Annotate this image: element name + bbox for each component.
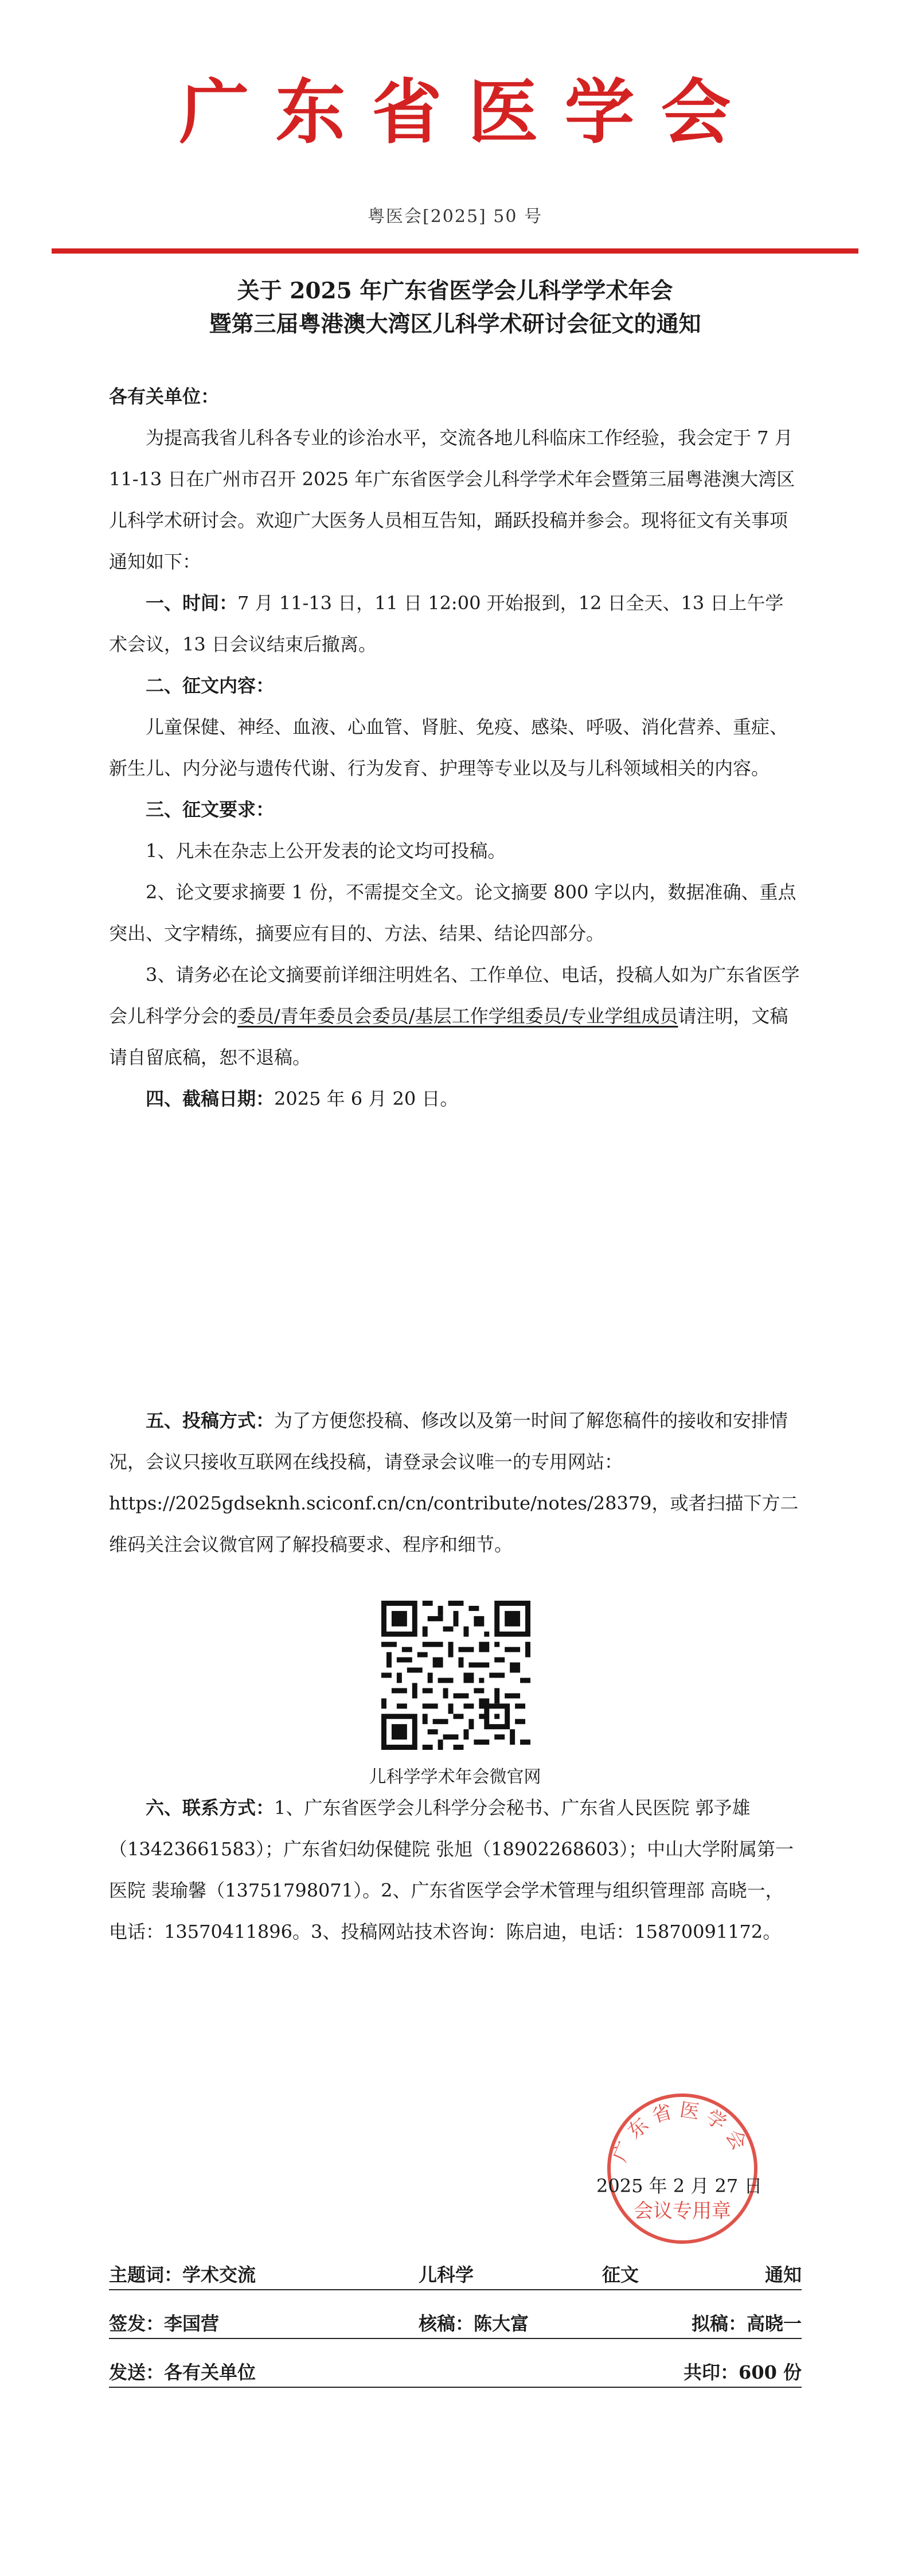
- section-deadline: [109, 1078, 802, 1119]
- section-deadline-text: 2025 年 6 月 20 日。: [274, 1088, 459, 1110]
- footer-sign-row: [109, 2309, 802, 2339]
- seal-outer-text: 广东省医学会: [608, 2098, 754, 2166]
- notice-headline: [0, 274, 910, 341]
- qr-code-image: [381, 1601, 530, 1750]
- submission-url-link[interactable]: https://2025gdseknh.sciconf.cn/cn/contribute/notes/28379: [109, 1492, 652, 1514]
- organization-title: 广东省医学会: [179, 71, 757, 153]
- subject-word-call: 征文: [602, 2264, 639, 2286]
- red-divider: [52, 248, 858, 254]
- footer-subject-row: [109, 2260, 802, 2290]
- intro-paragraph: 为提高我省儿科各专业的诊治水平，交流各地儿科临床工作经验，我会定于 7 月 11-13 日在广州市召开 2025 年广东省医学会儿科学学术年会暨第三届粤港澳大湾区儿科学术研讨会。欢迎广大医务人员相互告知，踊跃投稿并参会。现将征文有关事项通知如下：: [109, 427, 795, 573]
- requirement-item-3-roles: 委员/青年委员会委员/基层工作学组委员/专业学组成员: [237, 1005, 678, 1027]
- section-contact-text: 1、广东省医学会儿科学分会秘书、广东省人民医院 郭予雄（13423661583）；广东省妇幼保健院 张旭（18902268603）；中山大学附属第一医院 裴瑜馨（13751798071）。2、广东省医学会学术管理与组织管理部 高晓一，电话：13570411896。3、投稿网站技术咨询：陈启迪，电话：15870091172。: [109, 1797, 794, 1943]
- section-content-text: 儿童保健、神经、血液、心血管、肾脏、免疫、感染、呼吸、消化营养、重症、新生儿、内分泌与遗传代谢、行为发育、护理等专业以及与儿科领域相关的内容。: [109, 716, 788, 779]
- requirement-item-2: 2、论文要求摘要 1 份，不需提交全文。论文摘要 800 字以内，数据准确、重点突出、文字精练，摘要应有目的、方法、结果、结论四部分。: [109, 881, 796, 944]
- seal-image: [591, 2083, 774, 2255]
- section-time: [109, 582, 802, 665]
- official-seal: [591, 2083, 774, 2255]
- qr-code[interactable]: [381, 1601, 530, 1750]
- checker: 核稿：陈大富: [419, 2313, 529, 2334]
- notice-body: [109, 376, 802, 1119]
- headline-line-2: 暨第三届粤港澳大湾区儿科学术研讨会征文的通知: [209, 311, 701, 337]
- submission-text-post: ，或者扫描下方二维码关注会议微官网了解投稿要求、程序和细节。: [109, 1492, 799, 1555]
- copies-printed: 共印：600 份: [684, 2361, 802, 2383]
- salutation: 各有关单位：: [109, 386, 220, 407]
- drafter: 拟稿：高晓一: [691, 2313, 802, 2334]
- document-number: 粤医会[2025] 50 号: [367, 207, 542, 227]
- subject-word-notice: 通知: [764, 2264, 802, 2286]
- submission-section: [109, 1400, 802, 1565]
- requirement-item-3-pre: 3、请务必在论文摘要前详细注明姓名、工作单位、电话，投稿人如为广东省医学会儿科学分会的: [109, 964, 800, 1027]
- requirement-item-1: 1、凡未在杂志上公开发表的论文均可投稿。: [146, 840, 506, 862]
- section-deadline-label: 四、截稿日期：: [146, 1088, 275, 1110]
- footer-distribution-row: [109, 2358, 802, 2388]
- headline-line-1: 关于 2025 年广东省医学会儿科学学术年会: [237, 278, 673, 304]
- requirement-item-3-post: 请注明，文稿请自留底稿，恕不退稿。: [109, 1005, 788, 1068]
- subject-label: 主题词：学术交流: [109, 2264, 256, 2286]
- section-requirements-label: 三、征文要求：: [146, 799, 275, 820]
- section-time-label: 一、时间：: [146, 592, 238, 614]
- section-contact: [109, 1787, 802, 1952]
- section-submission-label: 五、投稿方式：: [146, 1410, 275, 1431]
- section-submission: [109, 1400, 802, 1565]
- qr-caption: 儿科学学术年会微官网: [369, 1767, 541, 1787]
- requirement-item-3: [109, 954, 802, 1078]
- submission-text-pre: 为了方便您投稿、修改以及第一时间了解您稿件的接收和安排情况，会议只接收互联网在线投稿，请登录会议唯一的专用网站：: [109, 1410, 788, 1473]
- svg-text:广东省医学会: [608, 2098, 753, 2165]
- contact-section: [109, 1787, 802, 1952]
- section-contact-label: 六、联系方式：: [146, 1797, 275, 1819]
- issue-date: 2025 年 2 月 27 日: [596, 2175, 763, 2197]
- section-content-label: 二、征文内容：: [146, 675, 275, 696]
- section-time-text: 7 月 11-13 日，11 日 12:00 开始报到，12 日全天、13 日上午学术会议，13 日会议结束后撤离。: [109, 592, 784, 655]
- signer: 签发：李国营: [109, 2313, 220, 2334]
- seal-inner-text: 会议专用章: [634, 2200, 731, 2223]
- send-to: 发送：各有关单位: [109, 2361, 256, 2383]
- subject-word-pediatrics: 儿科学: [419, 2264, 474, 2286]
